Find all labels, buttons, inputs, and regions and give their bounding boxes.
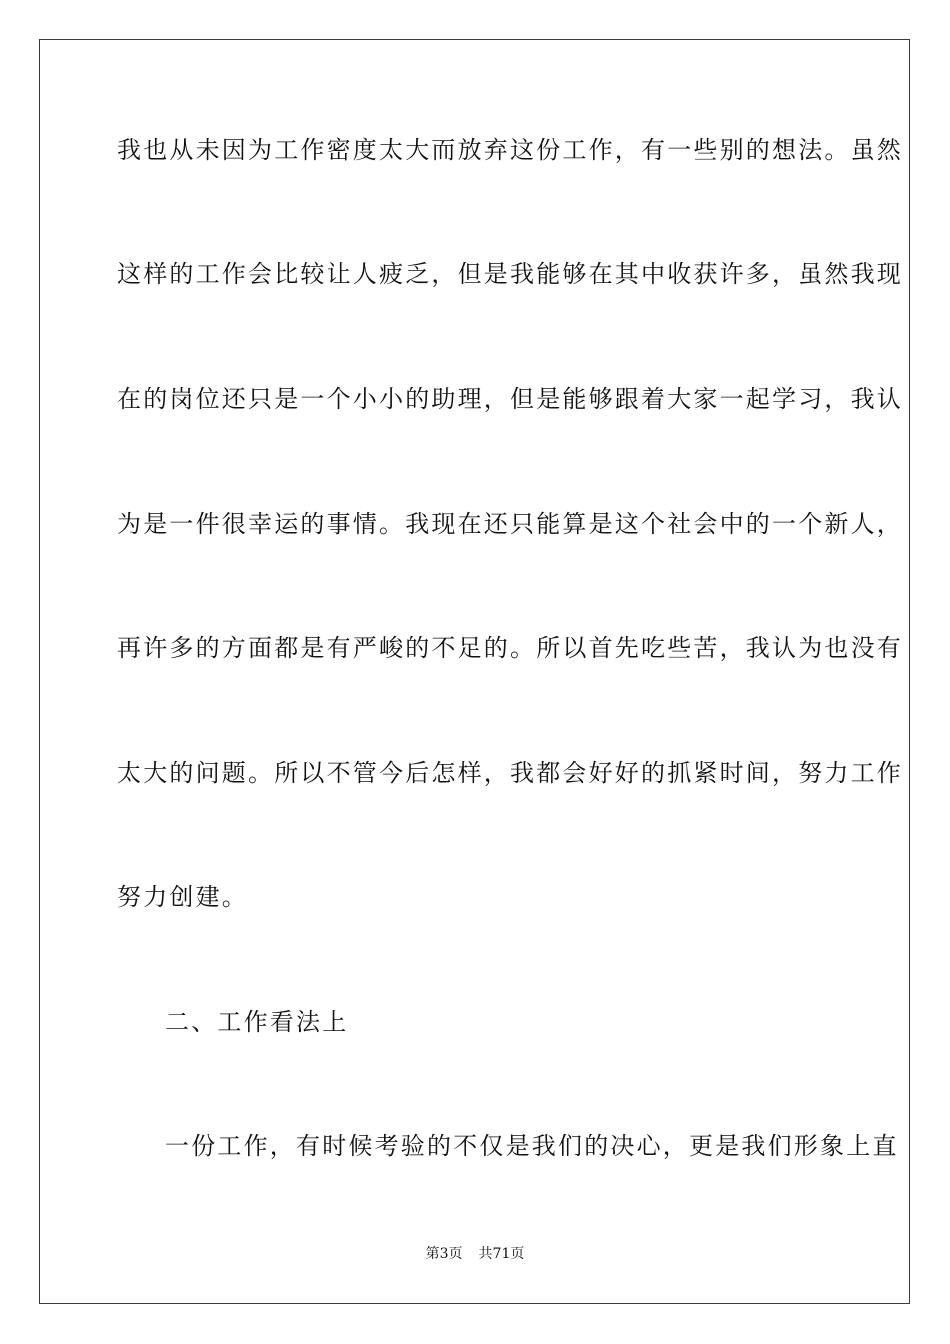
paragraph-line: 一份工作，有时候考验的不仅是我们的决心，更是我们形象上直 xyxy=(165,1132,899,1160)
paragraph-line: 这样的工作会比较让人疲乏，但是我能够在其中收获许多，虽然我现 xyxy=(117,260,903,288)
page-total: 共71页 xyxy=(478,1246,525,1262)
paragraph-line: 我也从未因为工作密度太大而放弃这份工作，有一些别的想法。虽然 xyxy=(117,136,903,164)
paragraph-line: 再许多的方面都是有严峻的不足的。所以首先吃些苦，我认为也没有 xyxy=(117,634,903,662)
section-heading: 二、工作看法上 xyxy=(165,1008,349,1036)
paragraph-line: 为是一件很幸运的事情。我现在还只能算是这个社会中的一个新人， xyxy=(117,510,903,538)
page-number: 第3页 xyxy=(425,1246,463,1262)
paragraph-line: 努力创建。 xyxy=(117,883,248,911)
paragraph-line: 在的岗位还只是一个小小的助理，但是能够跟着大家一起学习，我认 xyxy=(117,385,903,413)
paragraph-line: 太大的问题。所以不管今后怎样，我都会好好的抓紧时间，努力工作 xyxy=(117,759,903,787)
page-border xyxy=(39,39,910,1304)
page-footer xyxy=(0,1244,950,1264)
